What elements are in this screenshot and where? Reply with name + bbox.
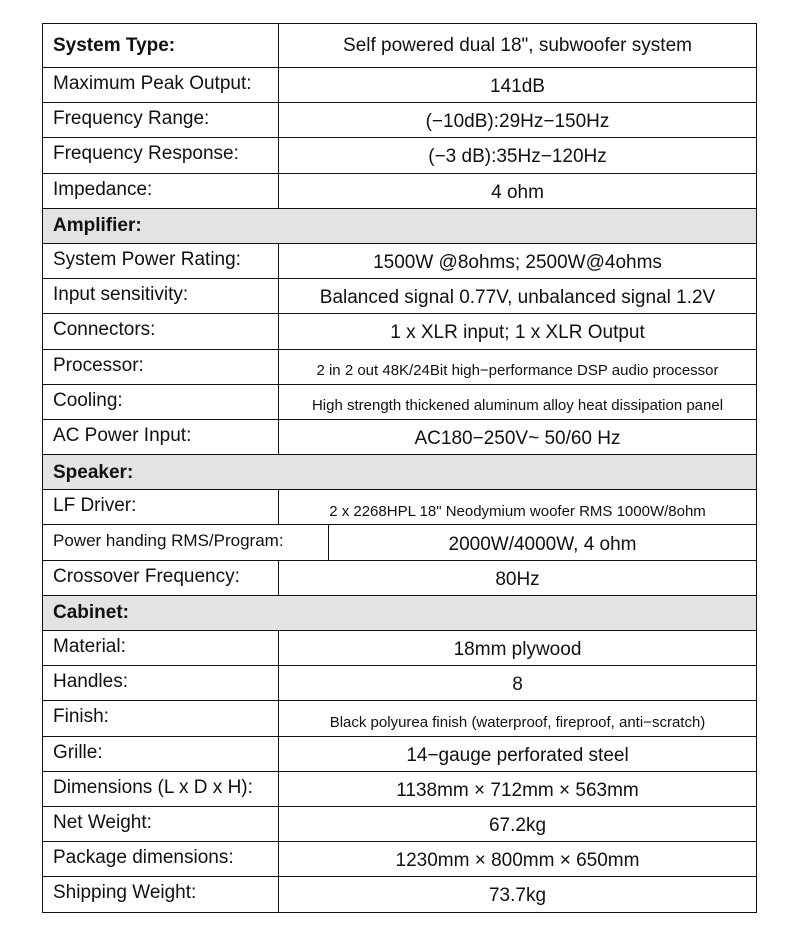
row-label: Connectors: (43, 314, 279, 348)
table-row (43, 419, 756, 454)
row-value: 8 (512, 674, 523, 696)
row-value: 14−gauge perforated steel (406, 744, 629, 766)
table-row (43, 630, 756, 665)
section-title: Amplifier: (53, 215, 142, 237)
table-row (43, 278, 756, 313)
row-value: 2 x 2268HPL 18" Neodymium woofer RMS 1000W/8ohm (329, 502, 706, 520)
section-title: Cabinet: (53, 602, 129, 624)
row-label: Processor: (43, 350, 279, 384)
row-value: 2000W/4000W, 4 ohm (448, 533, 637, 555)
row-label: Impedance: (43, 174, 279, 208)
table-row (43, 173, 756, 208)
row-label: Frequency Response: (43, 138, 279, 172)
row-label: Handles: (43, 666, 279, 700)
row-value: AC180−250V~ 50/60 Hz (414, 427, 621, 449)
row-label: Material: (43, 631, 279, 665)
row-value: Black polyurea finish (waterproof, fireproof, anti−scratch) (329, 713, 706, 731)
row-value: Self powered dual 18", subwoofer system (343, 34, 692, 56)
row-label: AC Power Input: (43, 420, 279, 454)
table-row (43, 841, 756, 876)
table-row (43, 700, 756, 735)
spec-table (42, 23, 757, 913)
row-label: Net Weight: (43, 807, 279, 841)
table-row (43, 876, 756, 911)
section-header-speaker (43, 454, 756, 489)
row-label: Crossover Frequency: (43, 561, 279, 595)
table-row (43, 736, 756, 771)
table-row (43, 806, 756, 841)
row-value: 67.2kg (488, 815, 547, 837)
row-label: Grille: (43, 737, 279, 771)
row-label: Finish: (43, 701, 279, 735)
row-label: System Type: (43, 24, 279, 67)
table-row (43, 560, 756, 595)
table-row (43, 665, 756, 700)
row-value: 18mm plywood (453, 639, 582, 661)
row-value: 1138mm × 712mm × 563mm (396, 779, 639, 801)
table-row (43, 137, 756, 172)
table-row (43, 771, 756, 806)
table-row (43, 349, 756, 384)
row-label: Dimensions (L x D x H): (43, 772, 279, 806)
row-value: (−10dB):29Hz−150Hz (425, 111, 610, 133)
row-value: 1 x XLR input; 1 x XLR Output (390, 322, 645, 344)
row-value: (−3 dB):35Hz−120Hz (428, 146, 607, 168)
row-label: Maximum Peak Output: (43, 68, 279, 102)
row-value: 1230mm × 800mm × 650mm (395, 850, 640, 872)
row-value: 2 in 2 out 48K/24Bit high−performance DSP audio processor (316, 362, 719, 380)
row-value: 73.7kg (488, 885, 547, 907)
row-label: Shipping Weight: (43, 877, 279, 911)
table-row (43, 102, 756, 137)
table-row (43, 524, 756, 559)
row-value: 80Hz (495, 568, 540, 590)
row-label: System Power Rating: (43, 244, 279, 278)
row-label: Package dimensions: (43, 842, 279, 876)
section-title: Speaker: (53, 461, 134, 483)
row-label: Input sensitivity: (43, 279, 279, 313)
table-row-system-type (43, 24, 756, 67)
row-label: Power handing RMS/Program: (43, 525, 329, 559)
table-row (43, 313, 756, 348)
row-value: 141dB (490, 76, 545, 98)
row-value: 4 ohm (491, 181, 544, 203)
section-header-amplifier (43, 208, 756, 243)
table-row (43, 67, 756, 102)
row-label: LF Driver: (43, 490, 279, 524)
table-row (43, 489, 756, 524)
row-label: Cooling: (43, 385, 279, 419)
row-value: Balanced signal 0.77V, unbalanced signal 1.2V (319, 287, 716, 309)
table-row (43, 384, 756, 419)
table-row (43, 243, 756, 278)
row-value: High strength thickened aluminum alloy heat dissipation panel (311, 397, 724, 415)
row-label: Frequency Range: (43, 103, 279, 137)
row-value: 1500W @8ohms; 2500W@4ohms (373, 252, 662, 274)
section-header-cabinet (43, 595, 756, 630)
